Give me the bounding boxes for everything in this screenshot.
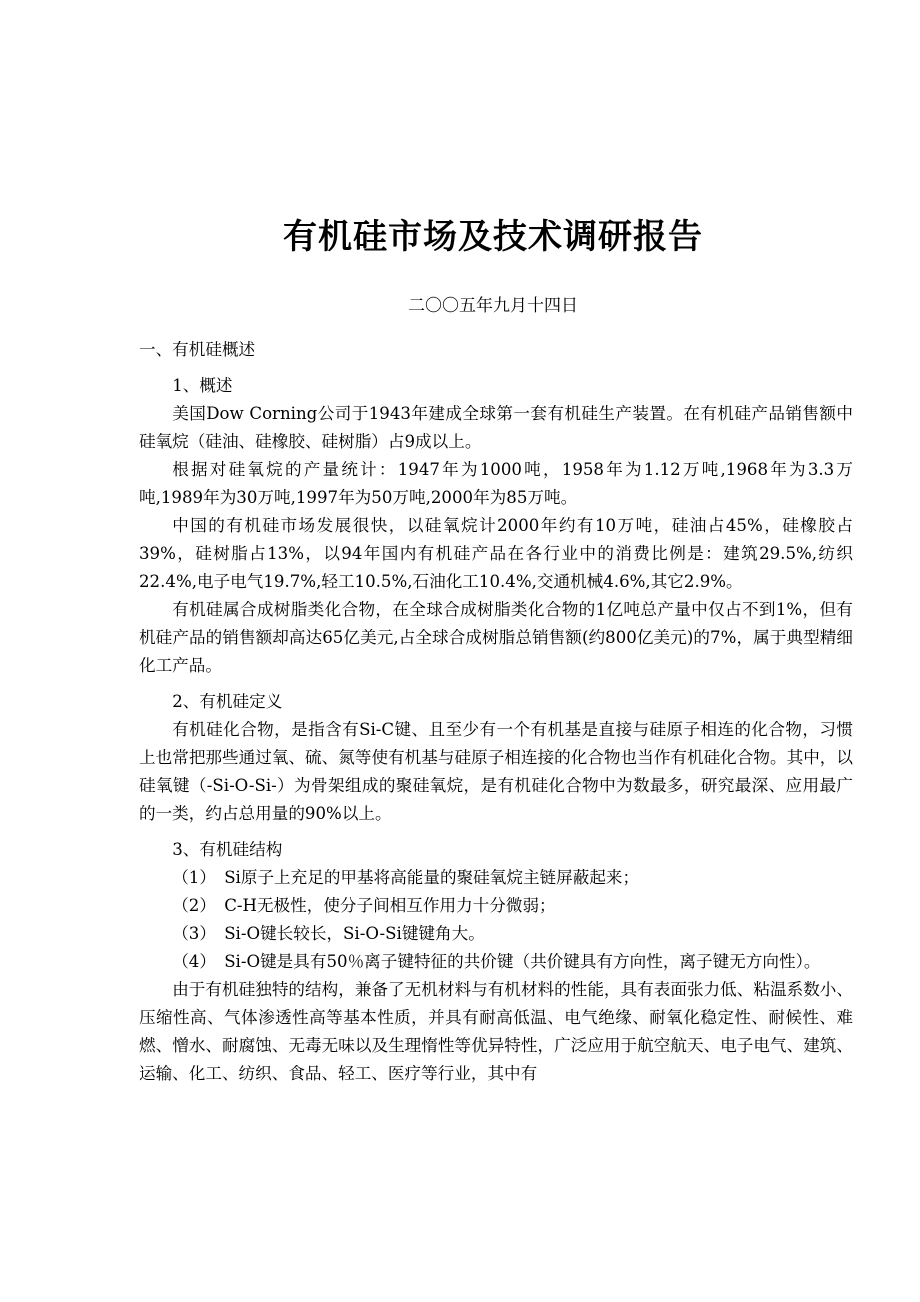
document-date: 二〇〇五年九月十四日	[408, 296, 578, 316]
paragraph: 有机硅化合物，是指含有Si-C键、且至少有一个有机基是直接与硅原子相连的化合物，习惯上也常把那些通过氧、硫、氮等使有机基与硅原子相连接的化合物也当作有机硅化合物。其中，以硅氧键（-Si-O-Si-）为骨架组成的聚硅氧烷，是有机硅化合物中为数最多，研究最深、应用最广的一类，约占总用量的90%以上。	[139, 720, 853, 823]
paragraph: 有机硅属合成树脂类化合物，在全球合成树脂类化合物的1亿吨总产量中仅占不到1%，但有机硅产品的销售额却高达65亿美元,占全球合成树脂总销售额(约800亿美元)的7%，属于典型精细化工产品。	[139, 600, 853, 675]
section-heading: 一、有机硅概述	[139, 340, 256, 359]
list-item-text: Si原子上充足的甲基将高能量的聚硅氧烷主链屏蔽起来；	[224, 868, 640, 887]
paragraph: 根据对硅氧烷的产量统计：1947年为1000吨，1958年为1.12万吨,1968年为3.3万吨,1989年为30万吨,1997年为50万吨,2000年为85万吨。	[139, 460, 853, 507]
list-item-text: Si-O键是具有50％离子键特征的共价键（共价键具有方向性，离子键无方向性）。	[224, 952, 821, 971]
list-item-number: （4）	[172, 952, 216, 971]
subsection-heading: 2、有机硅定义	[172, 692, 283, 711]
document-body	[139, 336, 853, 1088]
list-item	[139, 892, 853, 920]
list-item-text: Si-O键长较长，Si-O-Si键键角大。	[224, 924, 485, 943]
list-item-number: （2）	[172, 896, 216, 915]
subsection-heading: 1、概述	[172, 376, 233, 395]
list-item	[139, 948, 853, 976]
list-item-number: （1）	[172, 868, 216, 887]
document-title: 有机硅市场及技术调研报告	[283, 217, 703, 257]
paragraph: 中国的有机硅市场发展很快，以硅氧烷计2000年约有10万吨，硅油占45%，硅橡胶占39%，硅树脂占13%，以94年国内有机硅产品在各行业中的消费比例是：建筑29.5%,纺织22.4%,电子电气19.7%,轻工10.5%,石油化工10.4%,交通机械4.6%,其它2.9%。	[139, 516, 853, 591]
paragraph: 美国Dow Corning公司于1943年建成全球第一套有机硅生产装置。在有机硅产品销售额中硅氧烷（硅油、硅橡胶、硅树脂）占9成以上。	[139, 404, 853, 451]
list-item	[139, 864, 853, 892]
list-item	[139, 920, 853, 948]
subsection-heading: 3、有机硅结构	[172, 840, 283, 859]
paragraph: 由于有机硅独特的结构，兼备了无机材料与有机材料的性能，具有表面张力低、粘温系数小、压缩性高、气体渗透性高等基本性质，并具有耐高低温、电气绝缘、耐氧化稳定性、耐候性、难燃、憎水、耐腐蚀、无毒无味以及生理惰性等优异特性，广泛应用于航空航天、电子电气、建筑、运输、化工、纺织、食品、轻工、医疗等行业，其中有	[139, 980, 853, 1083]
list-item-number: （3）	[172, 924, 216, 943]
list-item-text: C-H无极性，使分子间相互作用力十分微弱；	[224, 896, 556, 915]
